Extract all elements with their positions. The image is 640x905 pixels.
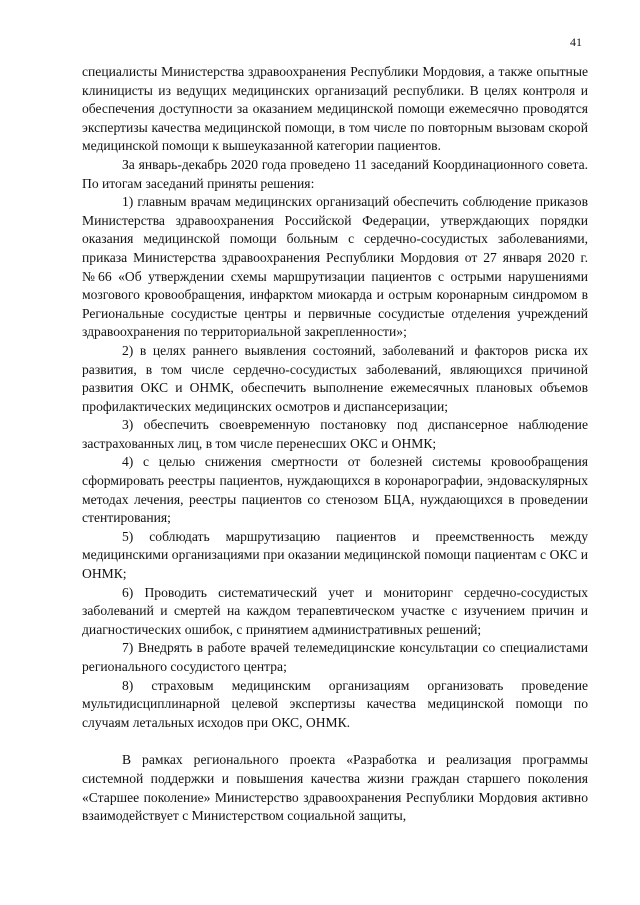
decision-item-5: 5) соблюдать маршрутизацию пациентов и преемственность между медицинскими организациями при оказании медицинской помощи пациентам с ОКС и ОНМК;: [82, 528, 588, 582]
decision-item-7: 7) Внедрять в работе врачей телемедицинские консультации со специалистами регионального сосудистого центра;: [82, 640, 588, 674]
paragraph-senior-generation-project: В рамках регионального проекта «Разработка и реализация программы системной поддержки и повышения качества жизни граждан старшего поколения «Старшее поколение» Министерство здравоохранения Республики Мордовия активно взаимодействует с Министерством социальной защиты,: [82, 752, 588, 824]
page-number: 41: [570, 35, 582, 49]
document-body: [82, 63, 588, 826]
decision-item-1: 1) главным врачам медицинских организаций обеспечить соблюдение приказов Министерства здравоохранения Российской Федерации, утверждающих порядки оказания медицинской помощи больным с сердечно-сосудистых заболеваниями, приказа Министерства здравоохранения Республики Мордовия от 27 января 2020 г. №66 «Об утверждении схемы маршрутизации пациентов с острыми нарушениями мозгового кровообращения, инфарктом миокарда и острым коронарным синдромом в Региональные сосудистые центры и первичные сосудистые отделения учреждений здравоохранения по территориальной закрепленности»;: [82, 194, 588, 340]
paragraph-council-meetings: За январь-декабрь 2020 года проведено 11 заседаний Координационного совета. По итогам заседаний приняты решения:: [82, 156, 588, 191]
decision-item-2: 2) в целях раннего выявления состояний, заболеваний и факторов риска их развития, в том числе сердечно-сосудистых заболеваний, являющихся причиной развития ОКС и ОНМК, обеспечить выполнение ежемесячных плановых объемов профилактических медицинских осмотров и диспансеризации;: [82, 342, 588, 414]
decision-item-4: 4) с целью снижения смертности от болезней системы кровообращения сформировать реестры пациентов, нуждающихся в коронарографии, эндоваскулярных методах лечения, реестры пациентов со стенозом БЦА, нуждающихся в проведении стентирования;: [82, 454, 588, 526]
decision-item-6: 6) Проводить систематический учет и мониторинг сердечно-сосудистых заболеваний и смертей на каждом терапевтическом участке с изучением причин и диагностических ошибок, с принятием административных решений;: [82, 584, 588, 637]
decision-item-3: 3) обеспечить своевременную постановку под диспансерное наблюдение застрахованных лиц, в том числе перенесших ОКС и ОНМК;: [82, 417, 588, 451]
decision-item-8: 8) страховым медицинским организациям организовать проведение мультидисциплинарной целевой экспертизы качества медицинской помощи по случаям летальных исходов при ОКС, ОНМК.: [82, 677, 588, 730]
paragraph-intro-continuation: специалисты Министерства здравоохранения Республики Мордовия, а также опытные клиницисты из ведущих медицинских организаций республики. В целях контроля и обеспечения доступности за оказанием медицинской помощи ежемесячно проводятся экспертизы качества медицинской помощи, в том числе по повторным вызовам скорой медицинской помощи к вышеуказанной категории пациентов.: [82, 64, 588, 154]
